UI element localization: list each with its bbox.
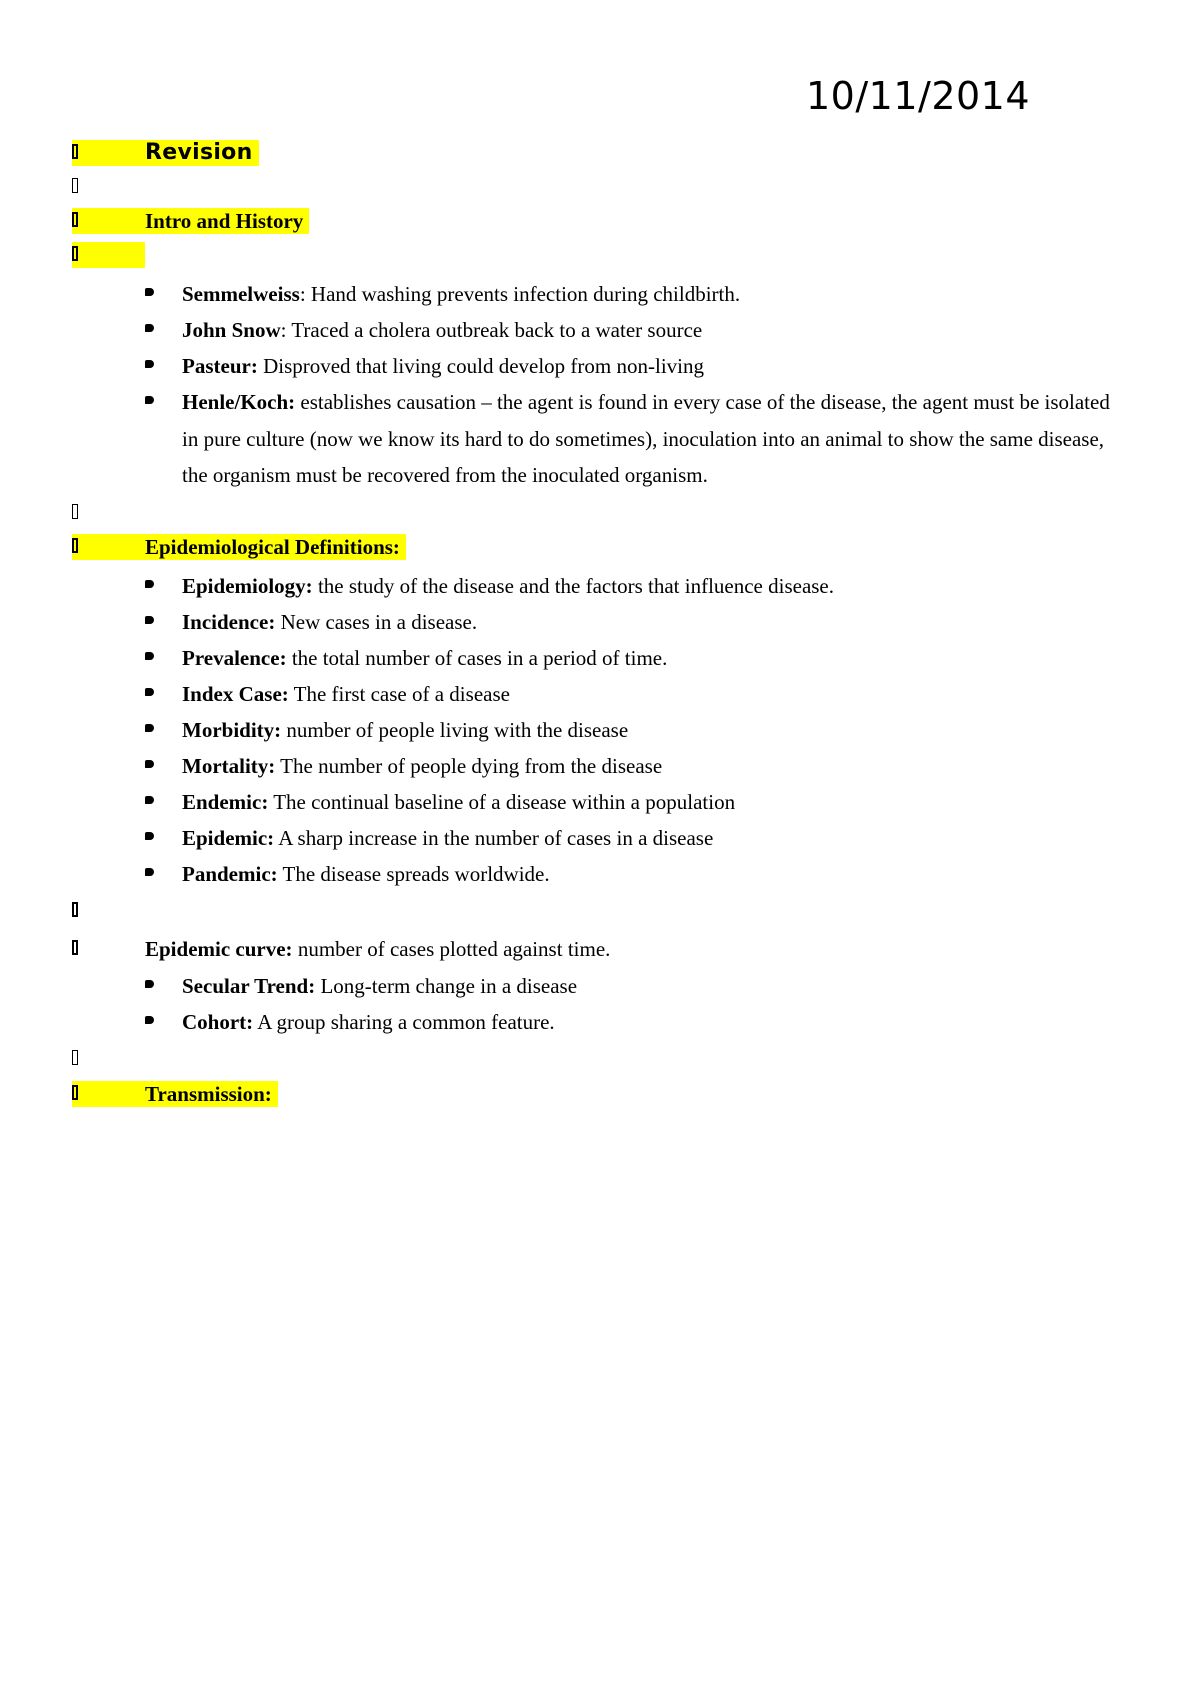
list-item-term: Pandemic: [182, 862, 278, 886]
epidemic-curve-text: number of cases plotted against time. [292, 936, 611, 961]
list-item [145, 640, 1125, 677]
checkbox-marker-icon [72, 534, 145, 560]
list-item [145, 820, 1125, 857]
list-item-text: the total number of cases in a period of time. [286, 646, 668, 670]
checkbox-marker-icon [72, 174, 145, 200]
checkbox-marker-icon [72, 1081, 145, 1107]
list-item-term: Endemic: [182, 790, 269, 814]
list-item-text: The number of people dying from the disease [275, 754, 663, 778]
list-item-term: Epidemic: [182, 826, 275, 850]
list-item-text: A sharp increase in the number of cases in a disease [274, 826, 714, 850]
list-item [145, 604, 1125, 641]
list-item-term: Henle/Koch: [182, 390, 296, 414]
list-item-term: Mortality: [182, 754, 276, 778]
bullet-icon [145, 276, 182, 313]
bullet-icon [145, 348, 182, 385]
empty-marker-line [72, 238, 145, 271]
checkbox-marker-icon [72, 898, 145, 924]
list-item [145, 676, 1125, 713]
checkbox-marker-icon [72, 1046, 145, 1072]
bullet-icon [145, 640, 182, 677]
list-item-term: Index Case: [182, 682, 289, 706]
list-item [145, 384, 1125, 494]
heading-definitions-line [72, 530, 406, 563]
section-heading-transmission: Transmission: [145, 1081, 278, 1107]
bullet-icon [145, 856, 182, 893]
list-item-term: John Snow [182, 318, 281, 342]
list-item-text: Disproved that living could develop from non-living [257, 354, 704, 378]
list-item [145, 312, 1125, 349]
section-heading-intro: Intro and History [145, 208, 309, 234]
list-item-term: Prevalence: [182, 646, 287, 670]
bullet-icon [145, 568, 182, 605]
list-item-text: number of people living with the disease [281, 718, 629, 742]
bullet-icon [145, 820, 182, 857]
empty-marker-line [72, 1042, 145, 1075]
empty-marker-line [72, 170, 145, 203]
list-item-text: Long-term change in a disease [315, 974, 578, 998]
section-heading-definitions: Epidemiological Definitions: [145, 534, 406, 560]
list-item [145, 856, 1125, 893]
bullet-icon [145, 604, 182, 641]
list-item [145, 968, 1125, 1005]
list-item [145, 568, 1125, 605]
list-item-text: The continual baseline of a disease within a population [268, 790, 736, 814]
list-item-term: Incidence: [182, 610, 276, 634]
list-item [145, 1004, 1125, 1041]
checkbox-marker-icon [72, 208, 145, 234]
page-title: Revision [145, 140, 259, 166]
checkbox-marker-icon [72, 140, 145, 166]
heading-revision-line [72, 136, 259, 169]
list-item-text: the study of the disease and the factors that influence disease. [312, 574, 835, 598]
list-item-term: Pasteur: [182, 354, 258, 378]
bullet-icon [145, 968, 182, 1005]
bullet-icon [145, 384, 182, 494]
list-item [145, 276, 1125, 313]
bullet-icon [145, 784, 182, 821]
epidemic-curve-line [72, 932, 610, 965]
list-item [145, 748, 1125, 785]
list-item-text: The first case of a disease [288, 682, 510, 706]
checkbox-marker-icon [72, 242, 145, 268]
checkbox-marker-icon [72, 500, 145, 526]
list-item-term: Epidemiology: [182, 574, 313, 598]
bullet-icon [145, 676, 182, 713]
heading-intro-line [72, 204, 309, 237]
list-item-text: : Traced a cholera outbreak back to a water source [280, 318, 703, 342]
list-item-text: The disease spreads worldwide. [277, 862, 550, 886]
heading-transmission-line [72, 1077, 278, 1110]
bullet-icon [145, 1004, 182, 1041]
list-item [145, 712, 1125, 749]
bullet-icon [145, 748, 182, 785]
empty-marker-line [72, 894, 145, 927]
document-date: 10/11/2014 [806, 74, 1031, 118]
list-item [145, 348, 1125, 385]
empty-marker-line [72, 496, 145, 529]
list-item-text: New cases in a disease. [275, 610, 478, 634]
list-item-term: Morbidity: [182, 718, 282, 742]
list-item-term: Secular Trend: [182, 974, 316, 998]
bullet-icon [145, 312, 182, 349]
list-item-term: Semmelweiss [182, 282, 300, 306]
checkbox-marker-icon [72, 936, 145, 962]
bullet-icon [145, 712, 182, 749]
list-item-text: : Hand washing prevents infection during childbirth. [299, 282, 741, 306]
list-item-text: establishes causation – the agent is found in every case of the disease, the agent must be isolated in pure culture (now we know its hard to do sometimes), inoculation into an animal to show the same disease, the organism must be recovered from the inoculated organism. [182, 390, 1110, 487]
list-item-term: Cohort: [182, 1010, 254, 1034]
list-item-text: A group sharing a common feature. [253, 1010, 555, 1034]
list-item [145, 784, 1125, 821]
epidemic-curve-term: Epidemic curve: [145, 936, 293, 961]
